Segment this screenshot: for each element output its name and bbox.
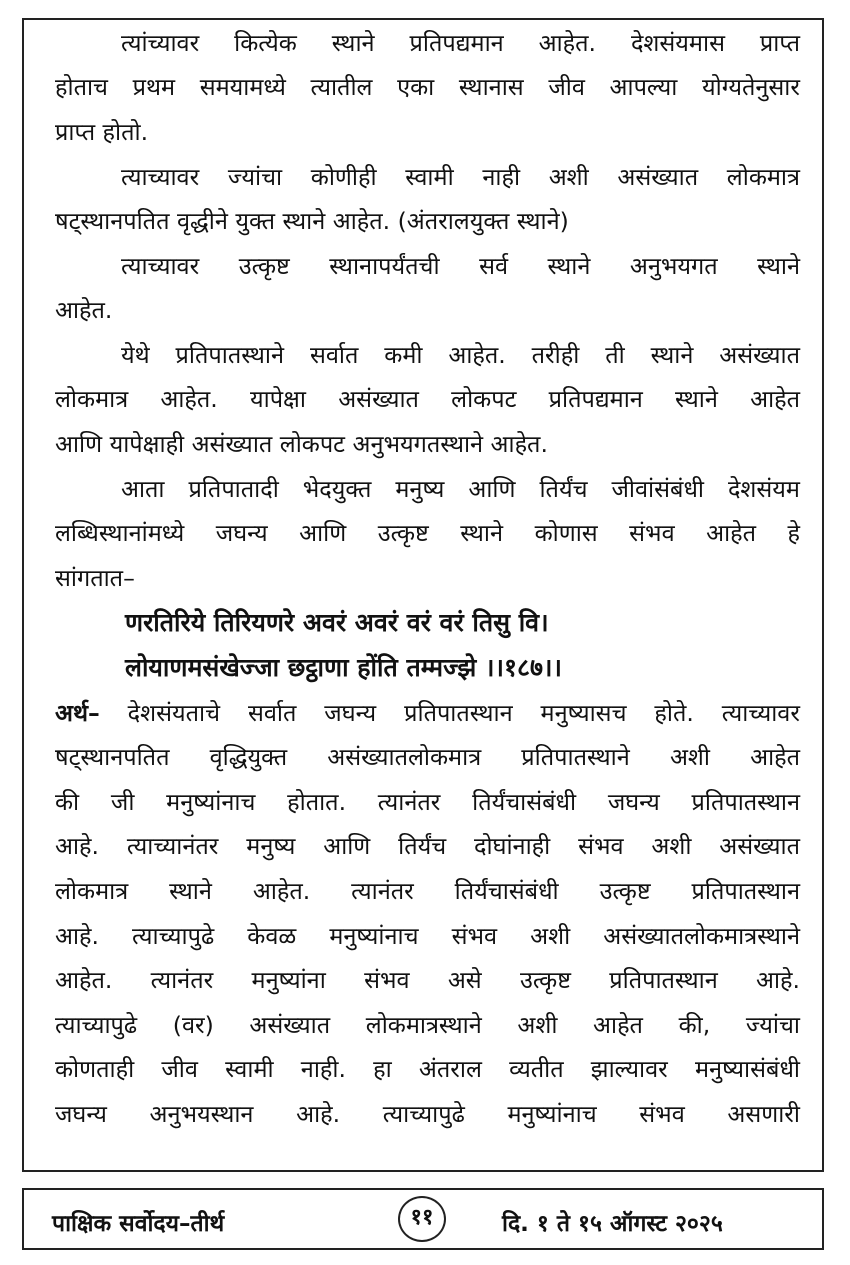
meaning-line: [55, 698, 800, 728]
verse-line: लोयाणमसंखेज्जा छट्ठाणा होंति तम्मज्झे ।।१८७।।: [125, 653, 562, 682]
meaning-line: षट्स्थानपतित वृद्धियुक्त असंख्यातलोकमात्र प्रतिपातस्थाने अशी आहेत: [55, 743, 800, 771]
body-line: षट्स्थानपतित वृद्धीने युक्त स्थाने आहेत. (अंतरालयुक्त स्थाने): [55, 207, 569, 235]
body-line: त्याच्यावर उत्कृष्ट स्थानापर्यंतची सर्व स्थाने अनुभयगत स्थाने: [121, 252, 800, 280]
meaning-text: देशसंयताचे सर्वात जघन्य प्रतिपातस्थान मनुष्यासच होते. त्याच्यावर: [99, 699, 800, 727]
meaning-line: आहे. त्याच्यानंतर मनुष्य आणि तिर्यंच दोघांनाही संभव अशी असंख्यात: [55, 832, 800, 860]
body-line: त्याच्यावर ज्यांचा कोणीही स्वामी नाही अशी असंख्यात लोकमात्र: [121, 163, 800, 191]
meaning-line: लोकमात्र स्थाने आहेत. त्यानंतर तिर्यंचासंबंधी उत्कृष्ट प्रतिपातस्थान: [55, 877, 800, 905]
publication-name: पाक्षिक सर्वोदय–तीर्थ: [52, 1211, 225, 1237]
body-line: आहेत.: [55, 296, 113, 324]
body-line: होताच प्रथम समयामध्ये त्यातील एका स्थानास जीव आपल्या योग्यतेनुसार: [55, 73, 800, 101]
body-line: येथे प्रतिपातस्थाने सर्वात कमी आहेत. तरीही ती स्थाने असंख्यात: [121, 341, 800, 369]
body-line: लोकमात्र आहेत. यापेक्षा असंख्यात लोकपट प्रतिपद्यमान स्थाने आहेत: [55, 385, 800, 413]
body-line: आणि यापेक्षाही असंख्यात लोकपट अनुभयगतस्थाने आहेत.: [55, 430, 548, 458]
page-footer: [22, 1188, 824, 1250]
verse-line: णरतिरिये तिरियणरे अवरं अवरं वरं वरं तिसु वि।: [125, 608, 549, 637]
body-line: आता प्रतिपातादी भेदयुक्त मनुष्य आणि तिर्यंच जीवांसंबंधी देशसंयम: [121, 475, 800, 503]
page-number-badge: ११: [398, 1196, 446, 1242]
meaning-line: जघन्य अनुभयस्थान आहे. त्याच्यापुढे मनुष्यांनाच संभव असणारी: [55, 1100, 800, 1128]
body-line: प्राप्त होतो.: [55, 118, 149, 146]
meaning-line: आहे. त्याच्यापुढे केवळ मनुष्यांनाच संभव अशी असंख्यातलोकमात्रस्थाने: [55, 922, 800, 950]
issue-date: दि. १ ते १५ ऑगस्ट २०२५: [502, 1211, 723, 1237]
body-line: सांगतात–: [55, 564, 135, 592]
body-line: लब्धिस्थानांमध्ये जघन्य आणि उत्कृष्ट स्थाने कोणास संभव आहेत हे: [55, 519, 800, 547]
meaning-line: त्याच्यापुढे (वर) असंख्यात लोकमात्रस्थाने अशी आहेत की, ज्यांचा: [55, 1011, 800, 1039]
meaning-line: की जी मनुष्यांनाच होतात. त्यानंतर तिर्यंचासंबंधी जघन्य प्रतिपातस्थान: [55, 788, 800, 816]
meaning-line: कोणताही जीव स्वामी नाही. हा अंतराल व्यतीत झाल्यावर मनुष्यासंबंधी: [55, 1055, 800, 1083]
meaning-label: अर्थ–: [55, 699, 100, 727]
meaning-line: आहेत. त्यानंतर मनुष्यांना संभव असे उत्कृष्ट प्रतिपातस्थान आहे.: [55, 966, 800, 994]
body-line: त्यांच्यावर कित्येक स्थाने प्रतिपद्यमान आहेत. देशसंयमास प्राप्त: [121, 29, 800, 57]
